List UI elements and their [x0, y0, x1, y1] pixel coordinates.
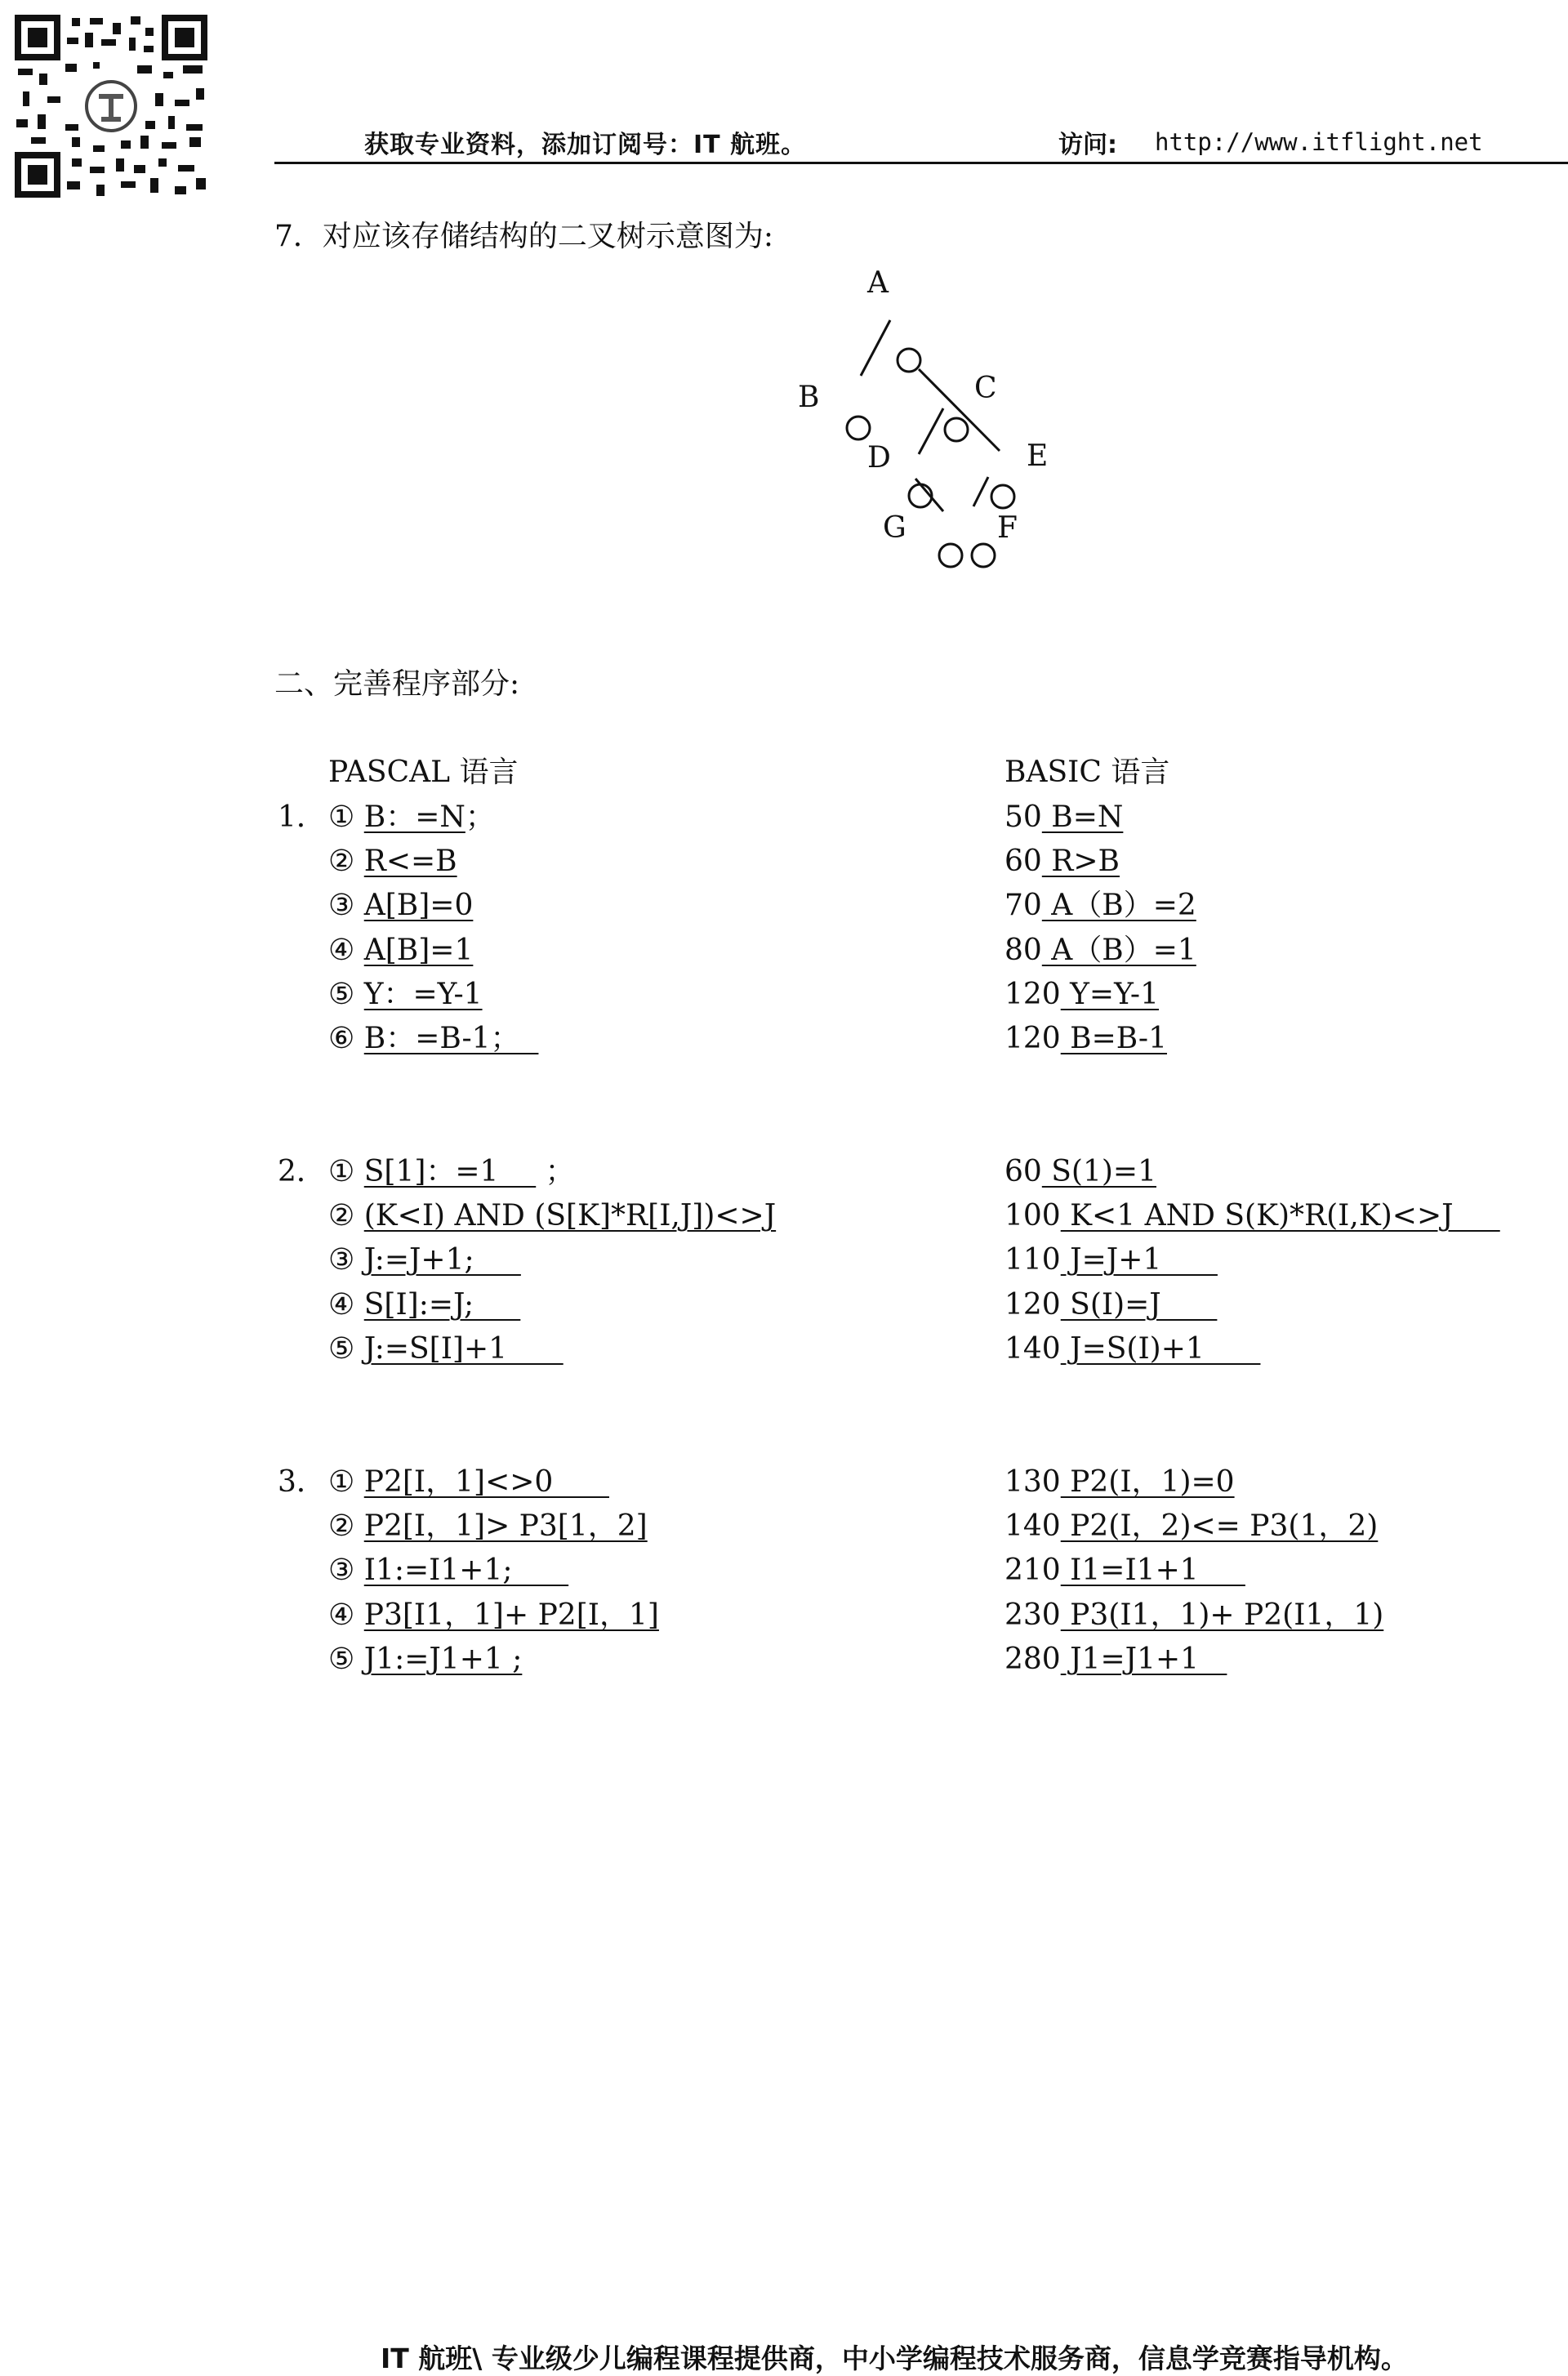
binary-tree-diagram	[776, 270, 1070, 580]
pascal-answer: Y：=Y-1	[363, 978, 483, 1011]
basic-answer: J=S(I)+1	[1060, 1332, 1261, 1366]
basic-answer: B=N	[1041, 800, 1124, 834]
label-c: C	[974, 372, 997, 405]
node-f	[972, 544, 995, 567]
pascal-answer: J1:=J1+1 ;	[363, 1643, 523, 1676]
label-b: B	[798, 381, 820, 414]
pascal-answer: J:=J+1;	[363, 1243, 521, 1277]
pascal-answer: A[B]=1	[363, 934, 474, 967]
pascal-answer: S[I]:=J;	[363, 1288, 521, 1322]
section-2-title: 二、完善程序部分:	[274, 667, 520, 701]
basic-answer: R>B	[1041, 845, 1120, 878]
basic-answer-row: 140 P2(I，2)<= P3(1，2)	[1004, 1509, 1379, 1543]
basic-answer-row: 80 A（B）=1	[1004, 934, 1196, 967]
basic-answer-row: 100 K<1 AND S(K)*R(I,K)<>J	[1004, 1199, 1500, 1233]
pascal-answer: P2[I，1]<>0	[363, 1465, 609, 1499]
basic-column-header: BASIC 语言	[1004, 756, 1170, 789]
basic-answer-row: 280 J1=J1+1	[1004, 1643, 1227, 1676]
basic-answer: S(1)=1	[1041, 1155, 1156, 1188]
basic-answer-row: 120 B=B-1	[1004, 1022, 1167, 1055]
answer-row: ① S[1]：=1 ；	[328, 1155, 575, 1188]
basic-answer: B=B-1	[1060, 1022, 1167, 1055]
basic-answer-row: 230 P3(I1，1)+ P2(I1，1)	[1004, 1598, 1384, 1632]
basic-answer: J1=J1+1	[1060, 1643, 1227, 1676]
pascal-answer: A[B]=0	[363, 889, 474, 922]
basic-answer: Y=Y-1	[1060, 978, 1159, 1011]
basic-answer-row: 140 J=S(I)+1	[1004, 1332, 1261, 1366]
header-visit-label: 访问:	[1058, 131, 1117, 159]
basic-answer: K<1 AND S(K)*R(I,K)<>J	[1060, 1199, 1500, 1233]
label-g: G	[883, 511, 906, 545]
node-b	[847, 417, 870, 439]
basic-answer-row: 110 J=J+1	[1004, 1243, 1218, 1277]
group-3-number: 3．	[278, 1465, 326, 1499]
basic-answer-row: 120 Y=Y-1	[1004, 978, 1159, 1011]
edge-e-f	[973, 477, 988, 506]
node-g	[939, 544, 962, 567]
basic-answer: P2(I，1)=0	[1060, 1465, 1235, 1499]
answer-row: ④ S[I]:=J;	[328, 1288, 521, 1322]
answer-row: ④ P3[I1，1]+ P2[I，1]	[328, 1598, 659, 1632]
header-url-link[interactable]: http://www.itflight.net	[1155, 128, 1483, 156]
basic-answer: J=J+1	[1060, 1243, 1218, 1277]
basic-answer: S(I)=J	[1060, 1288, 1218, 1322]
edge-c-d	[919, 408, 943, 454]
answer-row: ④ A[B]=1	[328, 934, 474, 967]
basic-answer-row: 210 I1=I1+1	[1004, 1554, 1245, 1587]
pascal-answer: J:=S[I]+1	[363, 1332, 564, 1366]
group-1-number: 1．	[278, 800, 326, 834]
basic-answer: A（B）=1	[1041, 934, 1196, 967]
basic-answer: A（B）=2	[1041, 889, 1196, 922]
qr-code-image	[15, 15, 207, 198]
basic-answer-row: 60 S(1)=1	[1004, 1155, 1156, 1188]
pascal-answer: I1:=I1+1;	[363, 1554, 569, 1587]
answer-row: ① B：=N；	[328, 800, 495, 834]
group-2-number: 2．	[278, 1155, 326, 1188]
node-d	[909, 484, 932, 507]
answer-row: ⑤ J1:=J1+1 ;	[328, 1643, 523, 1676]
answer-row: ③ J:=J+1;	[328, 1243, 521, 1277]
pascal-answer: P3[I1，1]+ P2[I，1]	[363, 1598, 659, 1632]
answer-row: ③ A[B]=0	[328, 889, 474, 922]
basic-answer: P3(I1，1)+ P2(I1，1)	[1060, 1598, 1384, 1632]
node-a	[898, 349, 920, 372]
label-a: A	[867, 270, 889, 300]
node-e	[991, 485, 1014, 508]
label-e: E	[1027, 439, 1049, 473]
label-f: F	[997, 511, 1018, 545]
answer-row: ⑤ J:=S[I]+1	[328, 1332, 564, 1366]
answer-row: ② (K<I) AND (S[K]*R[I,J])<>J	[328, 1199, 777, 1233]
node-c	[945, 418, 968, 441]
header-promo-text: 获取专业资料，添加订阅号：IT 航班。	[364, 131, 807, 159]
answer-row: ② P2[I，1]> P3[1，2]	[328, 1509, 648, 1543]
basic-answer: P2(I，2)<= P3(1，2)	[1060, 1509, 1379, 1543]
pascal-column-header: PASCAL 语言	[328, 756, 519, 789]
answer-row: ② R<=B	[328, 845, 457, 878]
basic-answer: I1=I1+1	[1060, 1554, 1245, 1587]
basic-answer-row: 130 P2(I，1)=0	[1004, 1465, 1235, 1499]
pascal-answer: P2[I，1]> P3[1，2]	[363, 1509, 648, 1543]
basic-answer-row: 50 B=N	[1004, 800, 1124, 834]
edge-a-b	[861, 320, 890, 376]
label-d: D	[867, 441, 891, 475]
footer-text: IT 航班\ 专业级少儿编程课程提供商，中小学编程技术服务商，信息学竞赛指导机构。	[381, 2343, 1408, 2374]
pascal-answer: S[1]：=1	[363, 1155, 537, 1188]
pascal-answer: B：=B-1；	[363, 1022, 539, 1055]
basic-answer-row: 70 A（B）=2	[1004, 889, 1196, 922]
answer-row: ⑥ B：=B-1；	[328, 1022, 539, 1055]
basic-answer-row: 60 R>B	[1004, 845, 1120, 878]
pascal-answer: B：=N	[363, 800, 466, 834]
header-divider	[274, 162, 1568, 164]
pascal-answer: R<=B	[363, 845, 457, 878]
pascal-answer: (K<I) AND (S[K]*R[I,J])<>J	[363, 1199, 777, 1233]
basic-answer-row: 120 S(I)=J	[1004, 1288, 1218, 1322]
answer-row: ③ I1:=I1+1;	[328, 1554, 569, 1587]
answer-row: ① P2[I，1]<>0	[328, 1465, 609, 1499]
question-7-text: 7．对应该存储结构的二叉树示意图为:	[274, 220, 774, 253]
answer-row: ⑤ Y：=Y-1	[328, 978, 483, 1011]
